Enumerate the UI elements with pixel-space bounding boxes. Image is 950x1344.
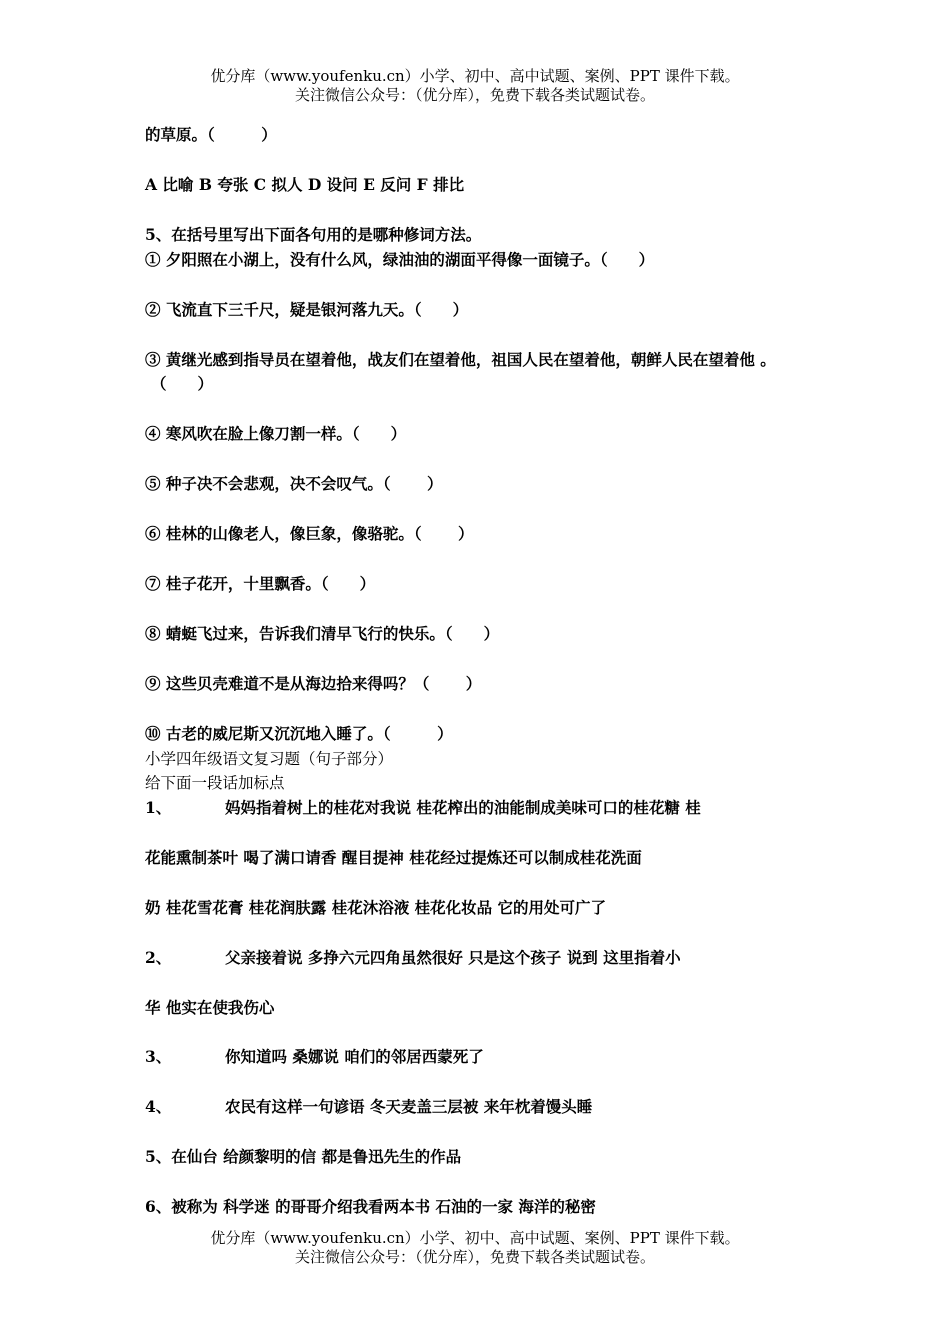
- rhetoric-item-3-blank: （ ）: [151, 374, 214, 393]
- rhetoric-item-1: ① 夕阳照在小湖上，没有什么风，绿油油的湖面平得像一面镜子。（ ）: [145, 250, 655, 269]
- question-tail: 的草原。（ ）: [145, 125, 277, 144]
- punctuation-q1-line-3: 奶 桂花雪花膏 桂花润肤露 桂花沐浴液 桂花化妆品 它的用处可广了: [145, 898, 606, 917]
- question-5-title: 5、在括号里写出下面各句用的是哪种修词方法。: [145, 225, 482, 244]
- rhetoric-item-9: ⑨ 这些贝壳难道不是从海边拾来得吗？（ ）: [145, 674, 482, 693]
- punctuation-q4: [145, 1096, 592, 1118]
- q1-number: 1、: [145, 798, 172, 817]
- rhetoric-item-7: ⑦ 桂子花开，十里飘香。（ ）: [145, 574, 376, 593]
- footer-line-2: 关注微信公众号：（优分库），免费下载各类试题试卷。: [294, 1248, 655, 1266]
- q3-number: 3、: [145, 1047, 172, 1066]
- header-line-2: 关注微信公众号：（优分库），免费下载各类试题试卷。: [294, 86, 655, 104]
- rhetoric-item-2: ② 飞流直下三千尺，疑是银河落九天。（ ）: [145, 300, 469, 319]
- page-header: [0, 67, 950, 105]
- q4-text: 农民有这样一句谚语 冬天麦盖三层被 来年枕着馒头睡: [225, 1097, 593, 1116]
- rhetoric-options: A 比喻 B 夸张 C 拟人 D 设问 E 反问 F 排比: [145, 175, 465, 194]
- punctuation-q3: [145, 1046, 484, 1068]
- rhetoric-item-3: ③ 黄继光感到指导员在望着他，战友们在望着他，祖国人民在望着他，朝鲜人民在望着他 。: [145, 350, 776, 369]
- rhetoric-item-8: ⑧ 蜻蜓飞过来，告诉我们清早飞行的快乐。（ ）: [145, 624, 500, 643]
- header-line-1: 优分库（www.youfenku.cn）小学、初中、高中试题、案例、PPT 课件下载。: [210, 67, 740, 85]
- section-title: 小学四年级语文复习题（句子部分）: [145, 750, 394, 768]
- q1-text: 妈妈指着树上的桂花对我说 桂花榨出的油能制成美味可口的桂花糖 桂: [225, 798, 701, 817]
- footer-line-1: 优分库（www.youfenku.cn）小学、初中、高中试题、案例、PPT 课件下载。: [210, 1229, 740, 1247]
- punctuation-q6: 6、被称为 科学迷 的哥哥介绍我看两本书 石油的一家 海洋的秘密: [145, 1197, 596, 1216]
- punctuation-q2-line-1: [145, 947, 681, 969]
- punctuation-q1-line-1: [145, 797, 701, 819]
- punctuation-q1-line-2: 花能熏制茶叶 喝了满口请香 醒目提神 桂花经过提炼还可以制成桂花洗面: [145, 848, 642, 867]
- punctuation-q5: 5、在仙台 给颜黎明的信 都是鲁迅先生的作品: [145, 1147, 462, 1166]
- punctuation-q2-line-2: 华 他实在使我伤心: [145, 998, 275, 1017]
- rhetoric-item-10: ⑩ 古老的威尼斯又沉沉地入睡了。（ ）: [145, 724, 453, 743]
- rhetoric-item-4: ④ 寒风吹在脸上像刀割一样。（ ）: [145, 424, 407, 443]
- section-instruction: 给下面一段话加标点: [145, 774, 285, 792]
- q3-text: 你知道吗 桑娜说 咱们的邻居西蒙死了: [225, 1047, 484, 1066]
- page-footer: [0, 1229, 950, 1267]
- rhetoric-item-6: ⑥ 桂林的山像老人，像巨象，像骆驼。（ ）: [145, 524, 474, 543]
- rhetoric-item-5: ⑤ 种子决不会悲观，决不会叹气。（ ）: [145, 474, 443, 493]
- q2-number: 2、: [145, 948, 172, 967]
- q2-text: 父亲接着说 多挣六元四角虽然很好 只是这个孩子 说到 这里指着小: [225, 948, 681, 967]
- q4-number: 4、: [145, 1097, 172, 1116]
